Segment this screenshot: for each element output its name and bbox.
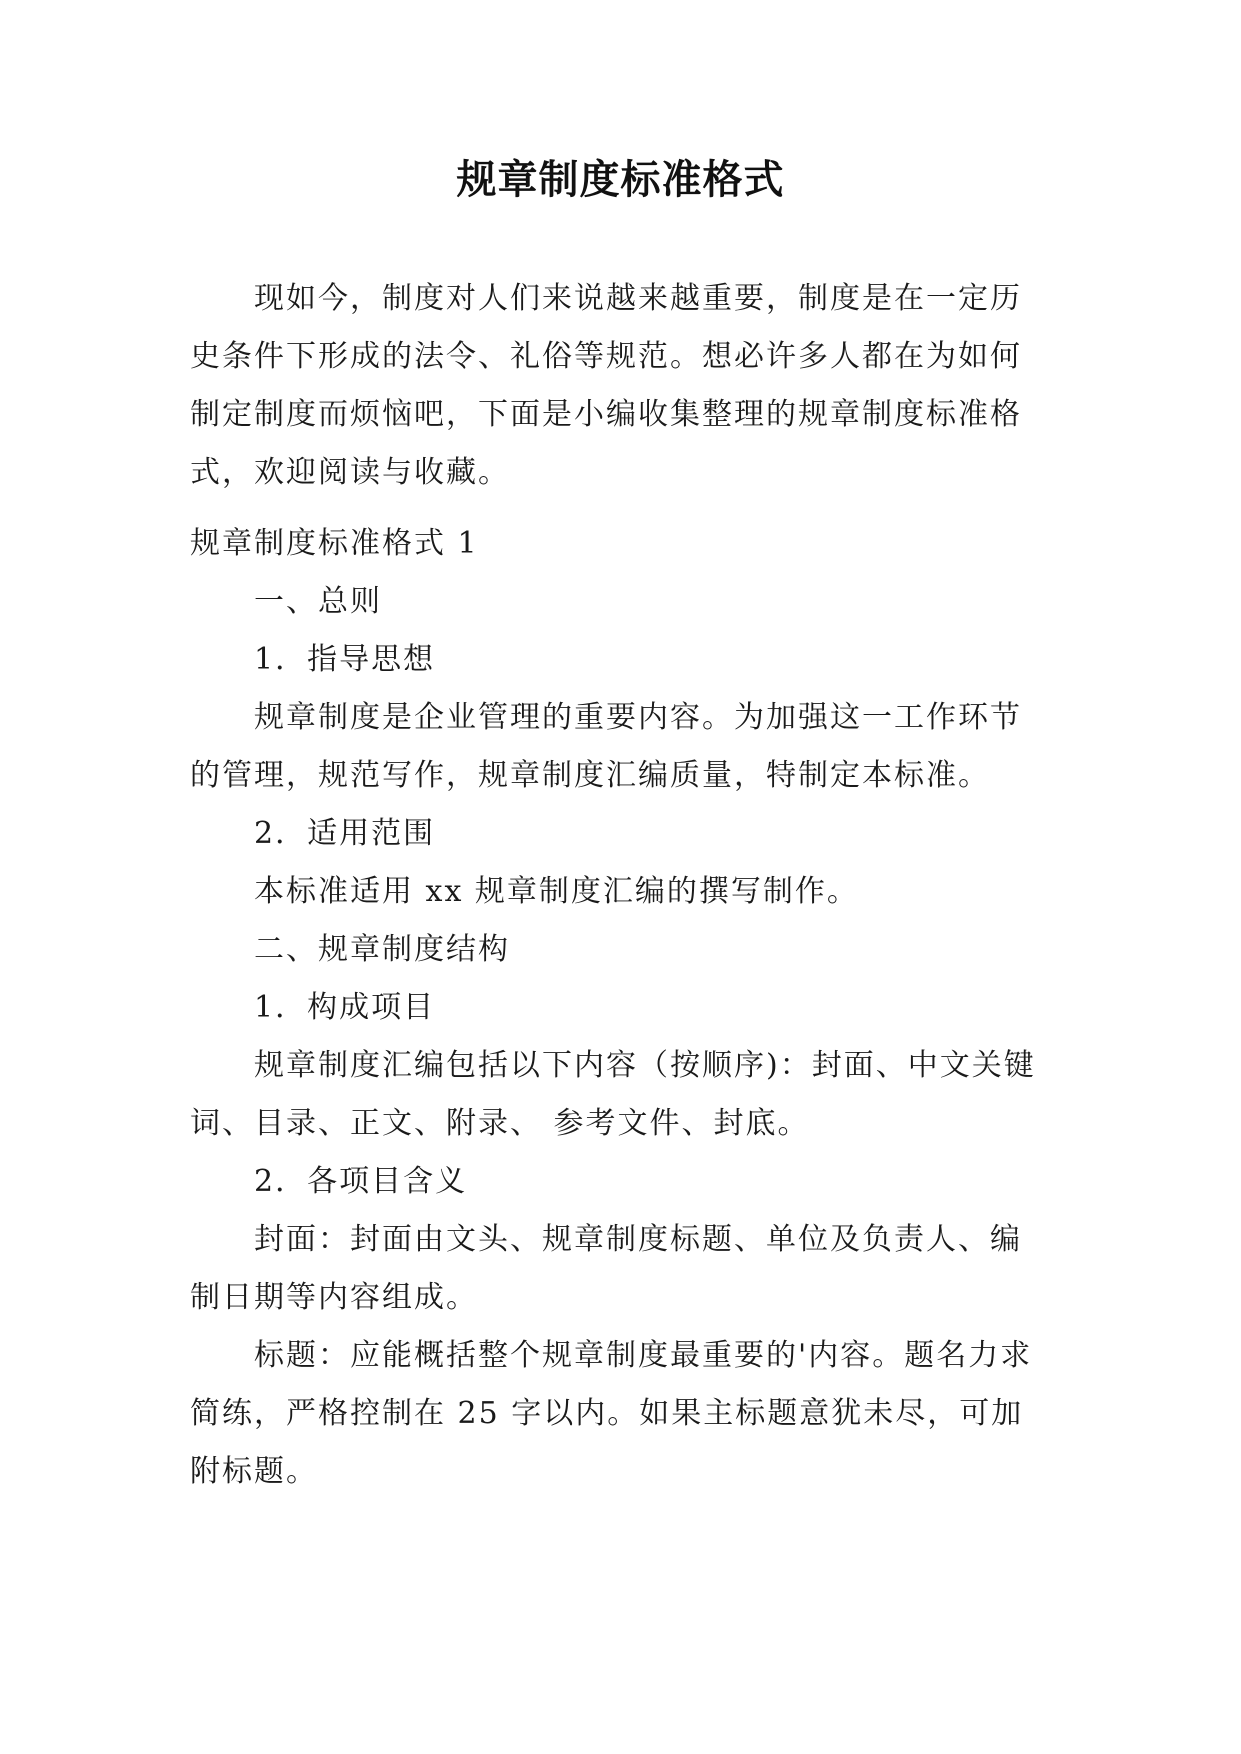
components-paragraph: 规章制度汇编包括以下内容（按顺序)：封面、中文关键词、目录、正文、附录、 参考文件、封底。 — [190, 1048, 1036, 1141]
heading-structure: 二、规章制度结构 — [254, 932, 510, 967]
subheading-components: 1．构成项目 — [254, 990, 436, 1025]
title-rule-paragraph: 标题：应能概括整个规章制度最重要的'内容。题名力求简练，严格控制在 25 字以内。如果主标题意犹未尽，可加附标题。 — [190, 1338, 1033, 1489]
document-title: 规章制度标准格式 — [456, 157, 785, 203]
subheading-guiding-idea: 1．指导思想 — [254, 642, 436, 677]
scope-paragraph: 本标准适用 xx 规章制度汇编的撰写制作。 — [254, 874, 859, 909]
cover-paragraph: 封面：封面由文头、规章制度标题、单位及负责人、编制日期等内容组成。 — [190, 1222, 1022, 1315]
heading-general-principles: 一、总则 — [254, 584, 382, 619]
intro-paragraph: 现如今，制度对人们来说越来越重要，制度是在一定历史条件下形成的法令、礼俗等规范。想必许多人都在为如何制定制度而烦恼吧，下面是小编收集整理的规章制度标准格式，欢迎阅读与收藏。 — [190, 281, 1022, 490]
guiding-idea-paragraph: 规章制度是企业管理的重要内容。为加强这一工作环节的管理，规范写作，规章制度汇编质量，特制定本标准。 — [190, 700, 1022, 793]
subheading-scope: 2．适用范围 — [254, 816, 436, 851]
section-heading-format-1: 规章制度标准格式 1 — [190, 526, 479, 561]
subheading-item-meanings: 2．各项目含义 — [254, 1164, 468, 1199]
